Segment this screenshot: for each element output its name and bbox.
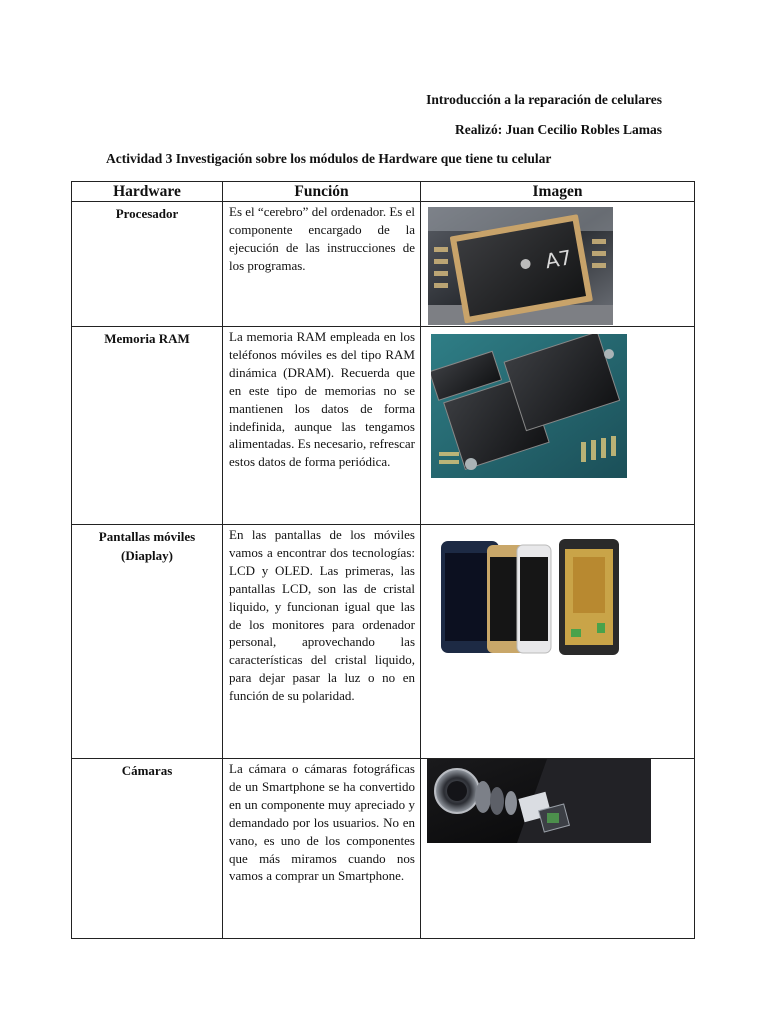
activity-title: Actividad 3 Investigación sobre los módulos de Hardware que tiene tu celular — [106, 151, 552, 166]
table-row — [72, 759, 695, 939]
table-row — [72, 327, 695, 525]
course-title: Introducción a la reparación de celulares — [426, 92, 662, 107]
hardware-name: Pantallas móviles (Diaplay) — [72, 525, 223, 759]
chip-label: A7 — [543, 245, 574, 274]
hardware-name: Procesador — [72, 202, 223, 327]
hardware-description: La cámara o cámaras fotográficas de un Smartphone se ha convertido en un componente muy apreciado y demandado por los usuarios. No en vano, es uno de los componentes que más miramos cuando nos vamos a comprar un Smartphone. — [223, 759, 421, 939]
image-cell — [421, 327, 695, 525]
image-cell — [421, 525, 695, 759]
column-header-image: Imagen — [421, 182, 695, 202]
table-header-row — [72, 182, 695, 202]
hardware-description: Es el “cerebro” del ordenador. Es el componente encargado de la ejecución de las instrucciones de los programas. — [223, 202, 421, 327]
hardware-description: La memoria RAM empleada en los teléfonos móviles es del tipo RAM dinámica (DRAM). Recuerda que en este tipo de memorias no se mantienen los datos de forma indefinida, aunque las tengamos alimentadas. Es necesario, refrescar estos datos de forma periódica. — [223, 327, 421, 525]
ram-chips-image — [431, 334, 627, 478]
image-cell — [421, 759, 695, 939]
hardware-table — [71, 181, 695, 939]
processor-chip-image — [428, 207, 613, 325]
hardware-name: Memoria RAM — [72, 327, 223, 525]
column-header-hardware: Hardware — [72, 182, 223, 202]
hardware-description: En las pantallas de los móviles vamos a encontrar dos tecnologías: LCD y OLED. Las primeras, las pantallas LCD, son las de cristal liquido, y funcionan igual que las de los monitores para ordenador personal, aprovechando las características del cristal liquido, para dejar pasar la luz o no en función de su polaridad. — [223, 525, 421, 759]
camera-module-image — [427, 759, 651, 843]
phone-displays-image — [437, 533, 629, 665]
hardware-name: Cámaras — [72, 759, 223, 939]
table-row — [72, 202, 695, 327]
column-header-function: Función — [223, 182, 421, 202]
author-line: Realizó: Juan Cecilio Robles Lamas — [455, 122, 662, 137]
image-cell — [421, 202, 695, 327]
table-row — [72, 525, 695, 759]
